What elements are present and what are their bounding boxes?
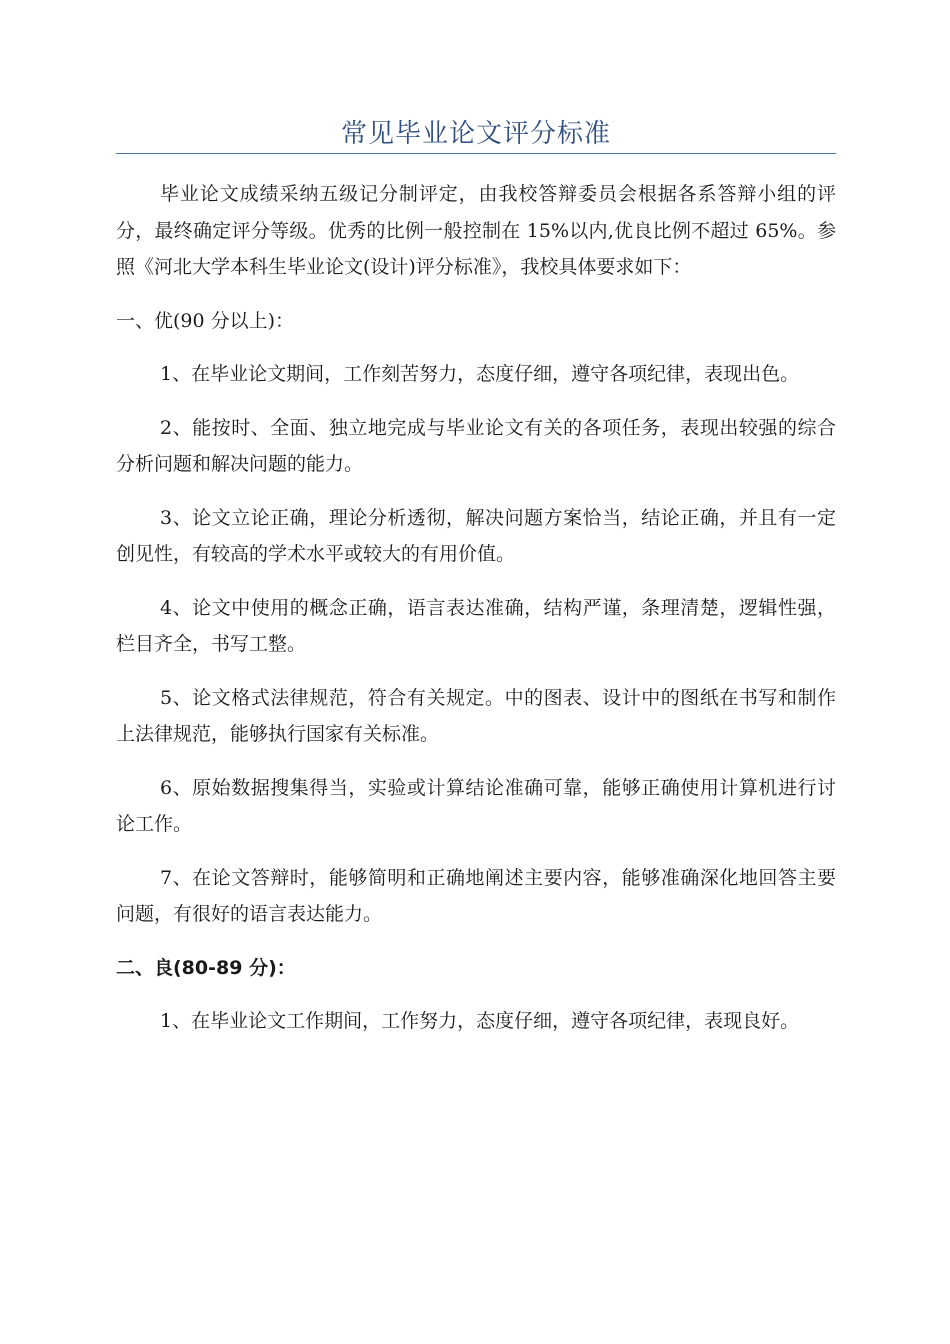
section-heading-good: 二、良(80-89 分)：: [116, 956, 296, 979]
document-title: 常见毕业论文评分标准: [340, 119, 611, 149]
criterion-item: 7、在论文答辩时，能够简明和正确地阐述主要内容，能够准确深化地回答主要问题，有很好的语言表达能力。: [116, 866, 836, 925]
criterion-item: 5、论文格式法律规范，符合有关规定。中的图表、设计中的图纸在书写和制作上法律规范，能够执行国家有关标准。: [116, 686, 836, 745]
criterion-item: 3、论文立论正确，理论分析透彻，解决问题方案恰当，结论正确，并且有一定创见性，有较高的学术水平或较大的有用价值。: [116, 506, 836, 565]
document-body: [116, 176, 836, 1057]
criterion-item: 2、能按时、全面、独立地完成与毕业论文有关的各项任务，表现出较强的综合分析问题和解决问题的能力。: [116, 416, 836, 475]
intro-paragraph: 毕业论文成绩采纳五级记分制评定，由我校答辩委员会根据各系答辩小组的评分，最终确定评分等级。优秀的比例一般控制在 15%以内,优良比例不超过 65%。参照《河北大学本科生毕业论文(设计)评分标准》，我校具体要求如下：: [116, 183, 836, 278]
criterion-item: 1、在毕业论文期间，工作刻苦努力，态度仔细，遵守各项纪律，表现出色。: [160, 363, 800, 385]
criterion-item: 1、在毕业论文工作期间，工作努力，态度仔细，遵守各项纪律，表现良好。: [160, 1010, 800, 1032]
section-heading-excellent: 一、优(90 分以上)：: [116, 309, 295, 332]
title-underline: [116, 153, 836, 154]
criterion-item: 4、论文中使用的概念正确，语言表达准确，结构严谨，条理清楚，逻辑性强，栏目齐全，书写工整。: [116, 596, 836, 655]
criterion-item: 6、原始数据搜集得当，实验或计算结论准确可靠，能够正确使用计算机进行讨论工作。: [116, 776, 836, 835]
